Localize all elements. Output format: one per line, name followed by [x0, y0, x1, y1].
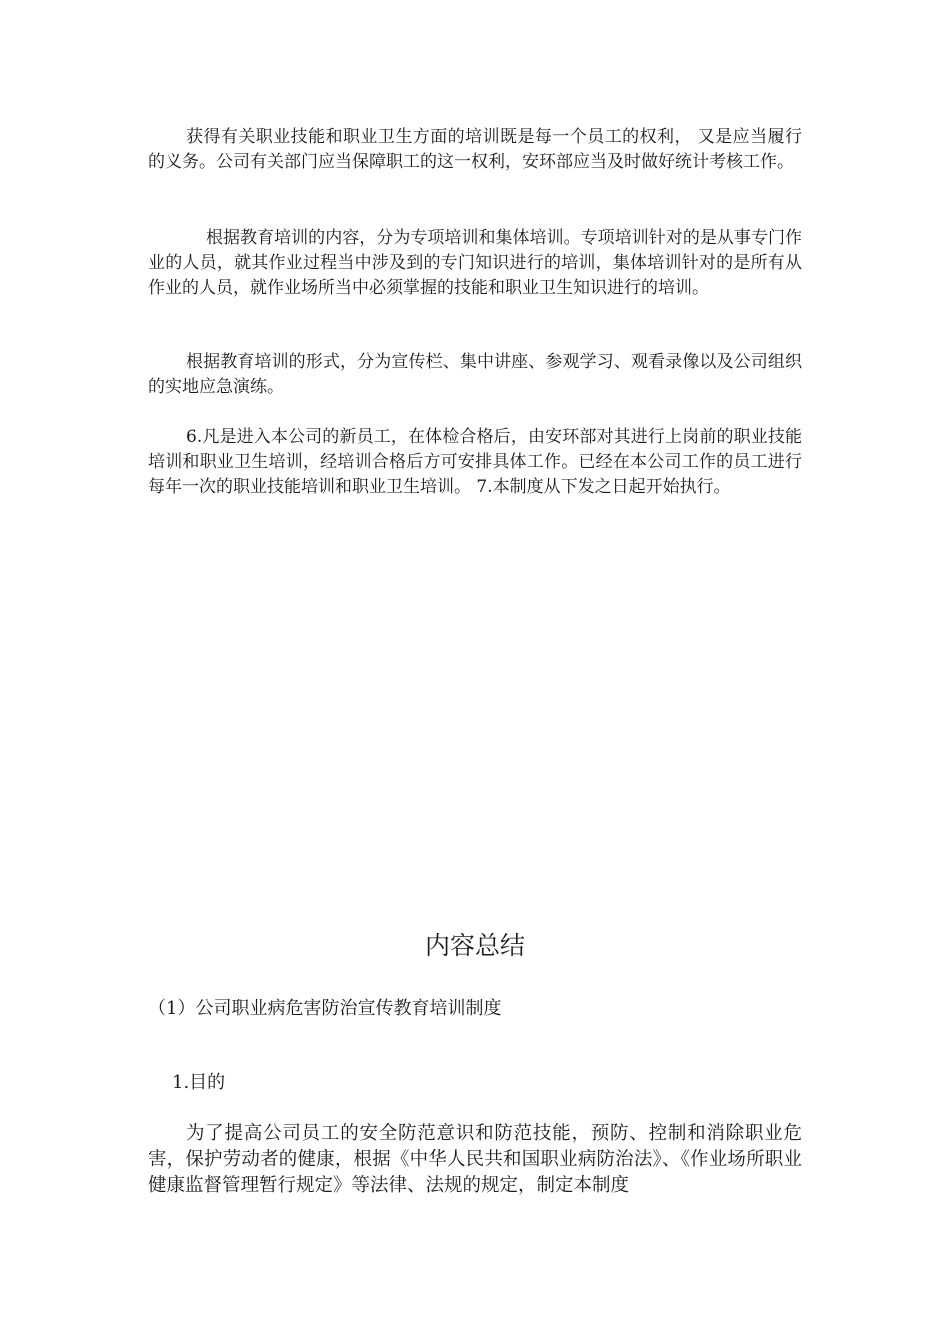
summary-title: 内容总结: [424, 931, 525, 960]
section-heading-purpose: 1.目的: [172, 1072, 226, 1093]
paragraph-training-content: 根据教育培训的内容，分为专项培训和集体培训。专项培训针对的是从事专门作业的人员，就其作业过程当中涉及到的专门知识进行的培训，集体培训针对的是所有从作业的人员，就作业场所当中必须掌握的技能和职业卫生知识进行的培训。: [148, 228, 802, 298]
paragraph-training-rights: 获得有关职业技能和职业卫生方面的培训既是每一个员工的权利， 又是应当履行的义务。公司有关部门应当保障职工的这一权利，安环部应当及时做好统计考核工作。: [148, 127, 802, 172]
paragraph-training-form: 根据教育培训的形式，分为宣传栏、集中讲座、参观学习、观看录像以及公司组织的实地应急演练。: [148, 352, 802, 397]
paragraph-new-employee-training: 6.凡是进入本公司的新员工，在体检合格后，由安环部对其进行上岗前的职业技能培训和职业卫生培训，经培训合格后方可安排具体工作。已经在本公司工作的员工进行每年一次的职业技能培训和职业卫生培训。 7.本制度从下发之日起开始执行。: [148, 427, 802, 497]
summary-subtitle: （1）公司职业病危害防治宣传教育培训制度: [148, 998, 502, 1019]
paragraph-purpose: 为了提高公司员工的安全防范意识和防范技能，预防、控制和消除职业危害，保护劳动者的健康，根据《中华人民共和国职业病防治法》、《作业场所职业健康监督管理暂行规定》等法律、法规的规定，制定本制度: [148, 1123, 802, 1196]
